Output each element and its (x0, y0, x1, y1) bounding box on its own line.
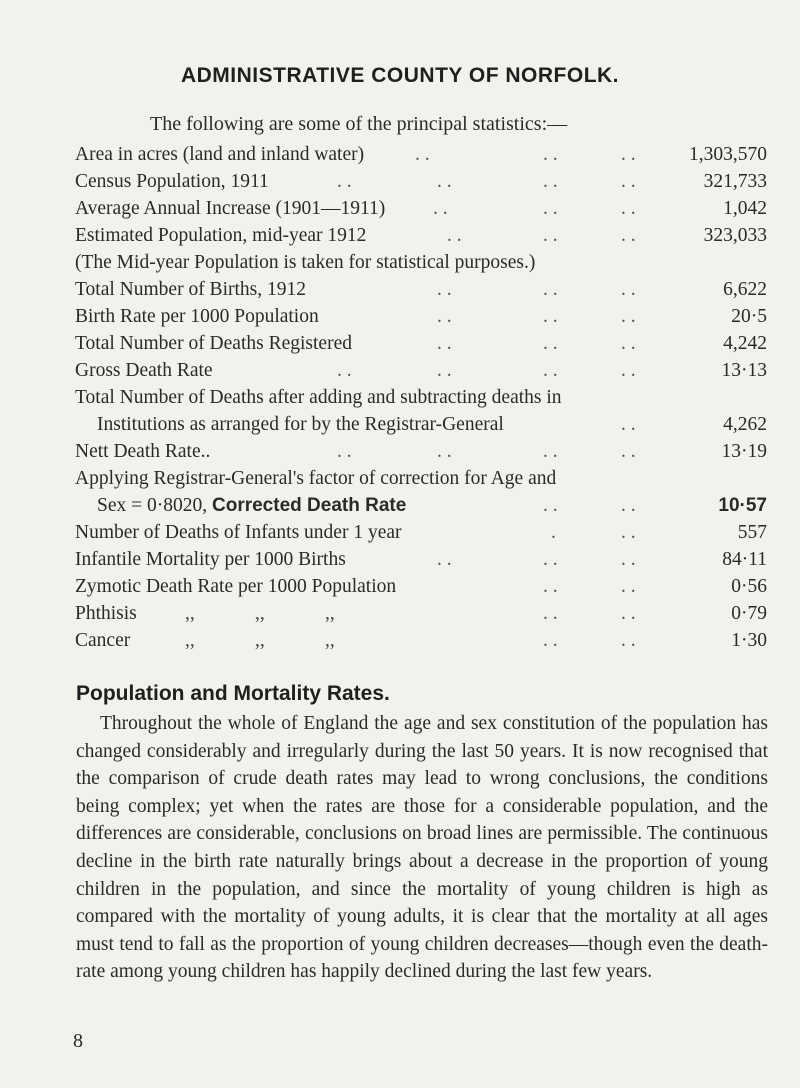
stat-label: Birth Rate per 1000 Population (75, 306, 319, 327)
stat-row-births: Total Number of Births, 1912 . . . . . . 6,622 (75, 276, 767, 303)
stat-label: Census Population, 1911 (75, 171, 269, 192)
ditto-mark: ,, (185, 630, 195, 651)
stat-value: 6,622 (723, 279, 767, 300)
stat-label: Total Number of Deaths Registered (75, 333, 352, 354)
ditto-mark: ,, (255, 630, 265, 651)
stat-row-census: Census Population, 1911 . . . . . . . . 321,733 (75, 168, 767, 195)
stat-label: Cancer (75, 630, 131, 651)
stat-value: 4,242 (723, 333, 767, 354)
stat-row-corrected-line1 (75, 465, 767, 492)
ditto-mark: ,, (325, 603, 335, 624)
ditto-mark: ,, (325, 630, 335, 651)
stat-value: 84·11 (722, 549, 767, 570)
stat-value: 1,303,570 (689, 144, 767, 165)
correction-factor: Sex = 0·8020, (97, 495, 208, 516)
stat-value: 13·19 (721, 441, 767, 462)
stat-value: 20·5 (731, 306, 767, 327)
stat-value: 323,033 (703, 225, 767, 246)
corrected-death-rate-label: Corrected Death Rate (212, 495, 407, 516)
stat-label: Average Annual Increase (1901—1911) (75, 198, 386, 219)
stat-row-increase: Average Annual Increase (1901—1911) . . . . . . 1,042 (75, 195, 767, 222)
intro-text: The following are some of the principal statistics:— (150, 113, 568, 135)
stat-row-deaths: Total Number of Deaths Registered . . . . . . 4,242 (75, 330, 767, 357)
stat-row-phthisis: Phthisis ,, ,, ,, . . . . 0·79 (75, 600, 767, 627)
stat-row-corrected-line2: Sex = 0·8020, Corrected Death Rate . . . . 10·57 (75, 492, 767, 519)
page-number: 8 (73, 1030, 83, 1052)
section-paragraph: Throughout the whole of England the age and sex constitution of the population has changed considerably and irregularly during the last 50 years. It is now recognised that the comparison of crude death rates may lead to wrong conclusions, the conditions being complex; yet when the rates are those for a considerable population, and the differences are considerable, conclusions on broad lines are permissible. The continuous decline in the birth rate naturally brings about a decrease in the proportion of young children in the population, and since the mortality of young children is high as compared with the mortality of young adults, it is clear that the mortality at all ages must tend to fall as the proportion of young children decreases—though even the death-rate among young children has happily declined during the last few years. (76, 713, 768, 983)
stat-row-gross-death-rate: Gross Death Rate . . . . . . . . 13·13 (75, 357, 767, 384)
stat-label: Phthisis (75, 603, 137, 624)
statistics-table (75, 141, 767, 654)
stat-row-zymotic: Zymotic Death Rate per 1000 Population . . . . 0·56 (75, 573, 767, 600)
stat-label: Area in acres (land and inland water) (75, 144, 365, 165)
stat-label: Total Number of Births, 1912 (75, 279, 306, 300)
ditto-mark: ,, (255, 603, 265, 624)
stat-row-nett-death-rate: Nett Death Rate.. . . . . . . . . 13·19 (75, 438, 767, 465)
stat-value: 0·56 (731, 576, 767, 597)
stat-row-adjusted-deaths-line1 (75, 384, 767, 411)
stat-row-area: Area in acres (land and inland water) . . . . . . 1,303,570 (75, 141, 767, 168)
stat-value: 0·79 (731, 603, 767, 624)
ditto-mark: ,, (185, 603, 195, 624)
section-heading: Population and Mortality Rates. (76, 682, 390, 705)
stat-label: Estimated Population, mid-year 1912 (75, 225, 367, 246)
stat-row-cancer: Cancer ,, ,, ,, . . . . 1·30 (75, 627, 767, 654)
stat-value: 1,042 (723, 198, 767, 219)
stat-label: Number of Deaths of Infants under 1 year (75, 522, 402, 543)
stat-row-note (75, 249, 767, 276)
stat-row-estimated: Estimated Population, mid-year 1912 . . . . . . 323,033 (75, 222, 767, 249)
stat-label: Total Number of Deaths after adding and subtracting deaths in (75, 387, 562, 408)
stat-value: 13·13 (721, 360, 767, 381)
stat-row-infant-deaths: Number of Deaths of Infants under 1 year . . . 557 (75, 519, 767, 546)
stat-label: Institutions as arranged for by the Registrar-General (97, 414, 504, 435)
stat-label: Zymotic Death Rate per 1000 Population (75, 576, 397, 597)
stat-label: Gross Death Rate (75, 360, 213, 381)
stat-row-infant-mortality: Infantile Mortality per 1000 Births . . . . . . 84·11 (75, 546, 767, 573)
stat-value: 557 (737, 522, 767, 543)
stat-value: 1·30 (731, 630, 767, 651)
stat-label-group (97, 492, 406, 519)
stat-row-birth-rate: Birth Rate per 1000 Population . . . . . . 20·5 (75, 303, 767, 330)
stat-label: Applying Registrar-General's factor of correction for Age and (75, 468, 557, 489)
stat-value: 321,733 (703, 171, 767, 192)
stat-value: 4,262 (723, 414, 767, 435)
stat-note: (The Mid-year Population is taken for statistical purposes.) (75, 252, 536, 273)
corrected-death-rate-value: 10·57 (718, 495, 767, 516)
page-title: ADMINISTRATIVE COUNTY OF NORFOLK. (180, 64, 620, 87)
stat-row-adjusted-deaths-line2: Institutions as arranged for by the Registrar-General . . 4,262 (75, 411, 767, 438)
stat-label: Nett Death Rate.. (75, 441, 211, 462)
stat-label: Infantile Mortality per 1000 Births (75, 549, 346, 570)
